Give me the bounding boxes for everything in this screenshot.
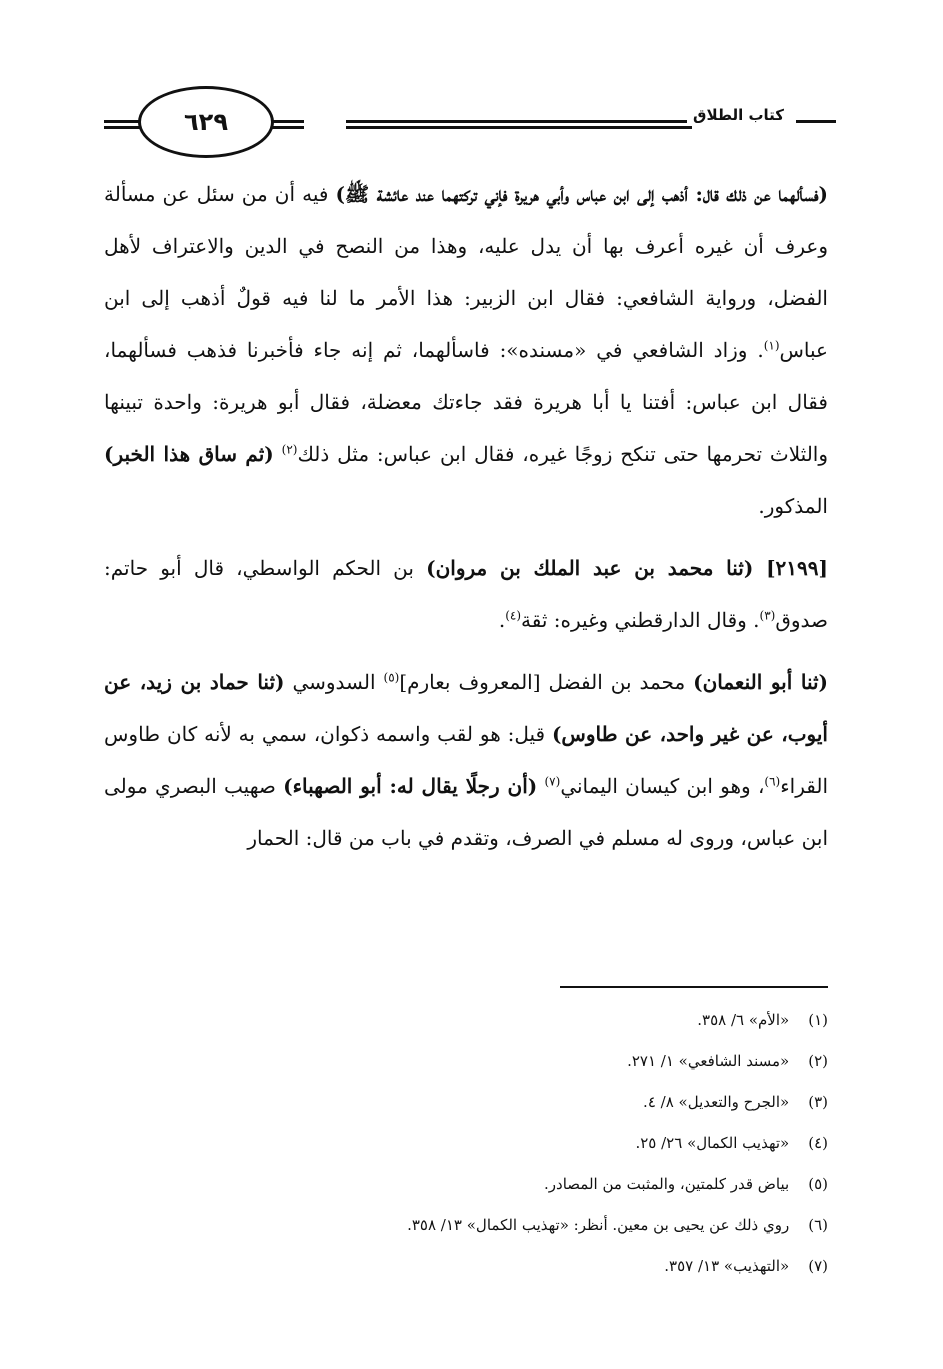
footnote-number: (٥): [808, 1175, 828, 1193]
footnote-text: «مسند الشافعي» ١/ ٢٧١.: [627, 1052, 790, 1070]
quoted-matn: (ثم ساق هذا الخبر): [104, 442, 274, 466]
quoted-isnad: (ثنا أبو النعمان): [693, 670, 829, 694]
footnote-number: (١): [808, 1011, 828, 1029]
main-text: [104, 168, 828, 864]
footnote-text: «التهذيب» ١٣/ ٣٥٧.: [664, 1257, 790, 1275]
commentary-text: محمد بن الفضل [المعروف بعارم]: [399, 670, 694, 694]
commentary-text: صهيب البصري مولى ابن عباس، وروى له مسلم في الصرف، وتقدم في باب من قال: الحمار: [104, 774, 828, 850]
footnote-item: [104, 1123, 828, 1164]
footnote-number: (٢): [808, 1052, 828, 1070]
footnote-item: [104, 1164, 828, 1205]
footnote-marker: (٥): [383, 670, 400, 685]
header-rule-tail: [796, 120, 836, 123]
footnote-item: [104, 1082, 828, 1123]
quoted-isnad: (ثنا حماد بن زيد، عن أيوب، عن غير واحد، عن طاوس): [104, 670, 828, 746]
hadith-number-and-isnad: [٢١٩٩] (ثنا محمد بن عبد الملك بن مروان): [426, 556, 828, 580]
paragraph-2: [104, 542, 828, 646]
quoted-matn: (أن رجلًا يقال له: أبو الصهباء): [283, 774, 538, 798]
page-header: [96, 86, 836, 166]
footnote-text: «تهذيب الكمال» ٢٦/ ٢٥.: [635, 1134, 790, 1152]
footnote-marker: (٢): [281, 442, 298, 457]
footnote-number: (٦): [808, 1216, 828, 1234]
paragraph-3: [104, 656, 828, 864]
commentary-text: ، وهو ابن كيسان اليماني: [560, 774, 765, 798]
commentary-text: بن الحكم الواسطي، قال أبو حاتم: صدوق: [104, 556, 828, 632]
footnotes-list: [104, 1000, 828, 1287]
footnote-marker: (٦): [764, 774, 781, 789]
footnote-marker: (٤): [505, 608, 522, 623]
footnote-text: «الأم» ٦/ ٣٥٨.: [697, 1011, 790, 1029]
commentary-text: قيل: هو لقب واسمه ذكوان، سمي به لأنه كان طاوس القراء: [104, 722, 828, 798]
footnote-separator: [560, 986, 828, 988]
page-number-badge: [138, 86, 274, 158]
footnote-text: روي ذلك عن يحيى بن معين. أنظر: «تهذيب الكمال» ١٣/ ٣٥٨.: [407, 1216, 790, 1234]
footnote-number: (٤): [808, 1134, 828, 1152]
footnote-marker: (٣): [759, 608, 776, 623]
spacer-text: [274, 442, 282, 466]
commentary-text: المذكور.: [758, 494, 828, 518]
footnote-text: «الجرح والتعديل» ٨/ ٤.: [643, 1093, 790, 1111]
footnote-number: (٣): [808, 1093, 828, 1111]
quoted-matn: (فسألهما عن ذلك قال: أذهب إلى ابن عباس وأبي هريرة فإني تركتهما عند عائشة ﷺ): [335, 182, 828, 206]
commentary-text: . وزاد الشافعي في «مسنده»: فاسألهما، ثم إنه جاء فأخبرنا فذهب فسألهما، فقال ابن عباس: أفتنا يا أبا هريرة فقد جاءتك معضلة، فقال أبو هريرة: واحدة تبينها والثلاث تحرمها حتى تنكح زوجًا غيره، فقال ابن عباس: مثل ذلك: [104, 338, 829, 466]
commentary-text: . وقال الدارقطني وغيره: ثقة: [521, 608, 760, 632]
commentary-text: فيه أن من سئل عن مسألة وعرف أن غيره أعرف بها أن يدل عليه، وهذا من النصح في الدين والاعتراف لأهل الفضل، ورواية الشافعي: فقال ابن الزبير: هذا الأمر ما لنا فيه قولٌ أذهب إلى ابن عباس: [104, 182, 828, 362]
commentary-text: .: [498, 608, 506, 632]
commentary-text: السدوسي: [284, 670, 384, 694]
footnote-text: بياض قدر كلمتين، والمثبت من المصادر.: [544, 1175, 790, 1193]
page-number: ٦٢٩: [184, 108, 228, 136]
header-rule-right-top: [346, 120, 692, 123]
footnote-marker: (٧): [544, 774, 561, 789]
running-title: كتاب الطلاق: [687, 106, 790, 124]
footnote-marker: (١): [763, 338, 780, 353]
footnote-item: [104, 1205, 828, 1246]
header-rule-right-bottom: [346, 126, 692, 129]
paragraph-1: [104, 168, 828, 532]
footnote-item: [104, 1041, 828, 1082]
footnote-item: [104, 1246, 828, 1287]
footnote-number: (٧): [808, 1257, 828, 1275]
footnote-item: [104, 1000, 828, 1041]
